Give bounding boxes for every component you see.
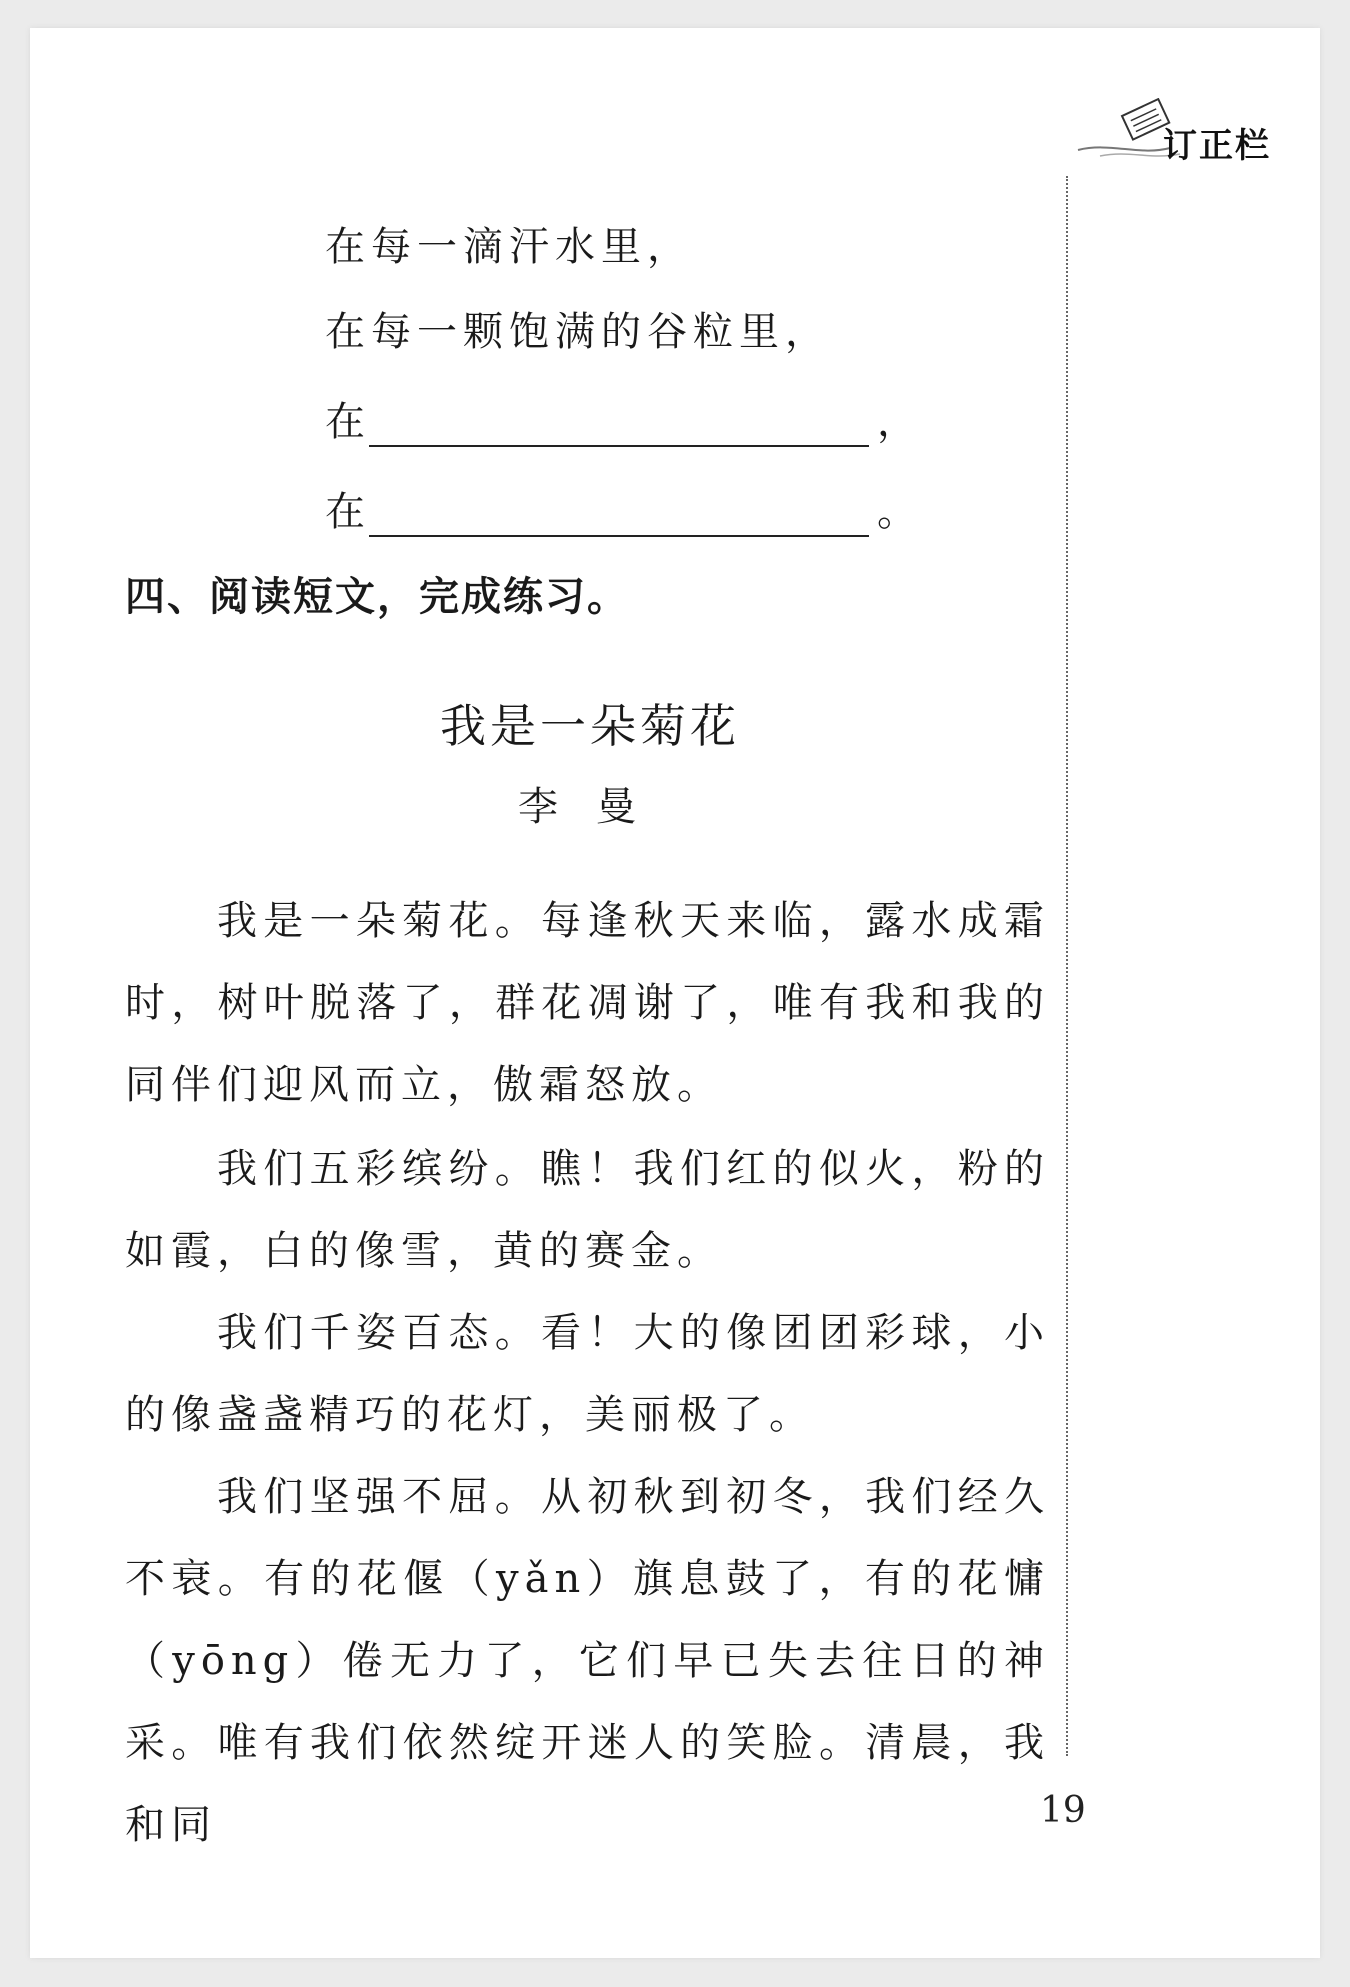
- poem-line-2: 在每一颗饱满的谷粒里，: [325, 309, 831, 355]
- article-title: 我是一朵菊花: [440, 699, 740, 753]
- fill-in-prefix-2: 在: [325, 489, 365, 535]
- article-author: 李曼: [518, 784, 674, 830]
- fill-in-line-1: [325, 390, 917, 447]
- correction-column-label: 订正栏: [1163, 126, 1271, 166]
- page-number: 19: [1040, 1790, 1086, 1831]
- poem-line-1: 在每一滴汗水里，: [325, 224, 693, 270]
- answer-blank-2[interactable]: [369, 497, 869, 537]
- article-paragraph-1: 我是一朵菊花。每逢秋天来临，露水成霜时，树叶脱落了，群花凋谢了，唯有我和我的同伴们迎风而立，傲霜怒放。: [125, 898, 1050, 1108]
- correction-divider: [1066, 176, 1068, 1756]
- fill-in-line-2: [325, 480, 917, 537]
- fill-in-suffix-1: ，: [877, 399, 917, 445]
- section-heading: 四、阅读短文，完成练习。: [125, 574, 629, 620]
- answer-blank-1[interactable]: [369, 407, 869, 447]
- article-paragraph-4: 我们坚强不屈。从初秋到初冬，我们经久不衰。有的花偃（yǎn）旗息鼓了，有的花慵（yōng）倦无力了，它们早已失去往日的神采。唯有我们依然绽开迷人的笑脸。清晨，我和同: [125, 1474, 1050, 1848]
- fill-in-suffix-2: 。: [877, 489, 917, 535]
- article-paragraph-2: 我们五彩缤纷。瞧！我们红的似火，粉的如霞，白的像雪，黄的赛金。: [125, 1146, 1050, 1274]
- fill-in-prefix-1: 在: [325, 399, 365, 445]
- article-paragraph-3: 我们千姿百态。看！大的像团团彩球，小的像盏盏精巧的花灯，美丽极了。: [125, 1310, 1050, 1438]
